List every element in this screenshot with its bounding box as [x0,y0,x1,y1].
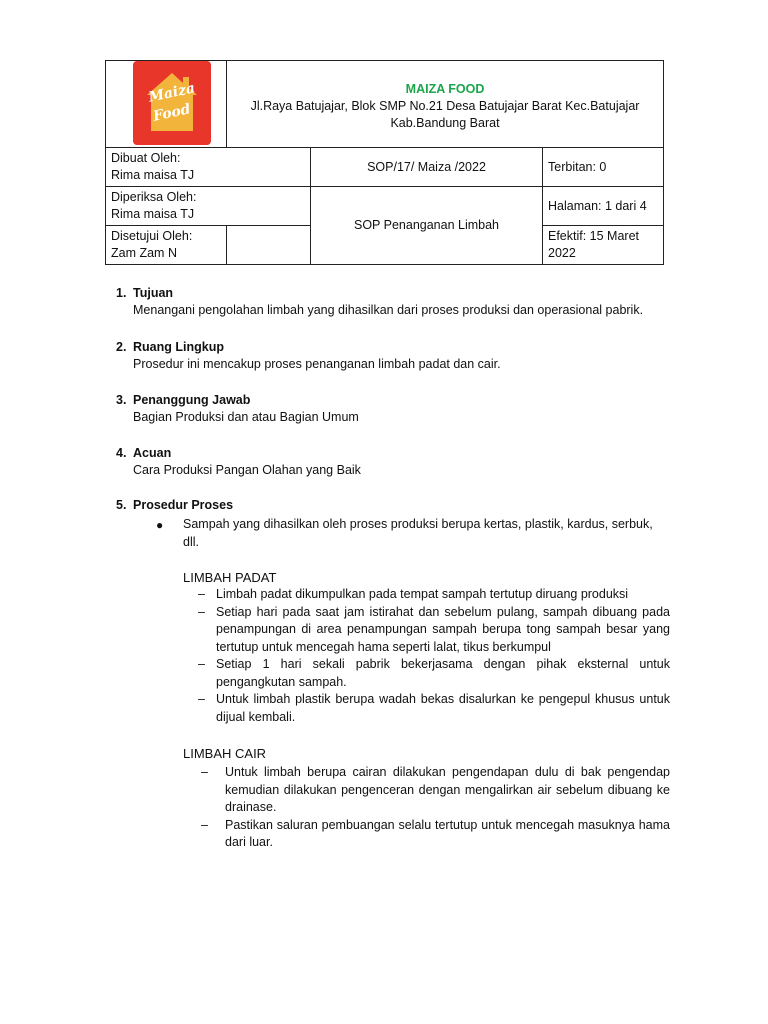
section-text: Prosedur ini mencakup proses penanganan limbah padat dan cair. [133,357,501,371]
limbah-cair-title: LIMBAH CAIR [183,746,267,761]
section-number: 5. [116,498,127,512]
list-item: – Setiap hari pada saat jam istirahat dan sebelum pulang, sampah dibuang pada penampungan di area penampungan sampah berupa tong sampah besar yang tertutup untuk mencegah hama seperti lalat, tikus berkumpul [198,604,670,654]
section-text: Cara Produksi Pangan Olahan yang Baik [133,463,361,477]
section-prosedur-proses [116,497,676,514]
company-name: MAIZA FOOD [405,81,485,96]
effective-date: Efektif: 15 Maret 2022 [543,226,664,265]
logo-text-food: Food [151,101,192,125]
list-item: – Setiap 1 hari sekali pabrik bekerjasama dengan pihak eksternal untuk pengangkutan sampah. [198,657,670,689]
section-title: Ruang Lingkup [133,340,224,354]
logo-text-maiza: Maiza [147,80,197,106]
edition: Terbitan: 0 [543,148,664,187]
section-text: Bagian Produksi dan atau Bagian Umum [133,410,359,424]
section-tujuan [116,285,676,319]
dash-icon: – [201,765,208,779]
approved-by-name: Zam Zam N [111,246,177,260]
list-item: – Untuk limbah plastik berupa wadah bekas disalurkan ke pengepul khusus untuk dijual kembali. [198,692,670,724]
section-penanggung-jawab [116,392,676,426]
section-title: Tujuan [133,286,174,300]
section-number: 1. [116,286,127,300]
approved-by-label: Disetujui Oleh: [111,229,193,243]
bullet-text: Sampah yang dihasilkan oleh proses produksi berupa kertas, plastik, kardus, serbuk, dll. [183,517,653,549]
made-by-cell [106,148,311,187]
list-item: – Limbah padat dikumpulkan pada tempat sampah tertutup diruang produksi [196,586,670,604]
section-number: 2. [116,340,127,354]
dash-icon: – [198,587,205,601]
approved-signature-cell [227,226,311,265]
checked-by-cell [106,187,311,226]
sop-number: SOP/17/ Maiza /2022 [311,148,543,187]
sop-header-table [105,60,664,265]
limbah-cair-list [196,764,670,852]
logo-cell [106,61,227,148]
page-info: Halaman: 1 dari 4 [543,187,664,226]
limbah-padat-title: LIMBAH PADAT [183,570,277,585]
company-address: Jl.Raya Batujajar, Blok SMP No.21 Desa Batujajar Barat Kec.Batujajar Kab.Bandung Barat [250,98,640,130]
approved-by-cell [106,226,227,265]
checked-by-label: Diperiksa Oleh: [111,190,197,204]
dash-icon: – [198,692,205,706]
bullet-icon: ● [156,518,164,532]
limbah-padat-list [196,586,670,726]
dash-icon: – [198,604,205,619]
list-item: – Untuk limbah berupa cairan dilakukan pengendapan dulu di bak pengendap kemudian dilakukan pengenceran dengan mengalirkan air sebelum dibuang ke drainase. [201,765,670,814]
checked-by-name: Rima maisa TJ [111,207,195,221]
section-title: Prosedur Proses [133,498,234,512]
section-ruang-lingkup [116,339,676,373]
sop-title: SOP Penanganan Limbah [311,187,543,265]
list-item: – Pastikan saluran pembuangan selalu tertutup untuk mencegah masuknya hama dari luar. [201,817,670,849]
made-by-label: Dibuat Oleh: [111,151,181,165]
company-info-cell [227,61,664,148]
section-acuan [116,445,676,479]
dash-icon: – [201,817,208,832]
section-number: 3. [116,393,127,407]
maiza-food-logo [133,61,211,145]
dash-icon: – [198,657,205,671]
section-text: Menangani pengolahan limbah yang dihasilkan dari proses produksi dan operasional pabrik. [133,303,644,317]
section-title: Acuan [133,446,172,460]
procedure-bullet [156,515,672,551]
section-number: 4. [116,446,127,460]
section-title: Penanggung Jawab [133,393,251,407]
made-by-name: Rima maisa TJ [111,168,195,182]
